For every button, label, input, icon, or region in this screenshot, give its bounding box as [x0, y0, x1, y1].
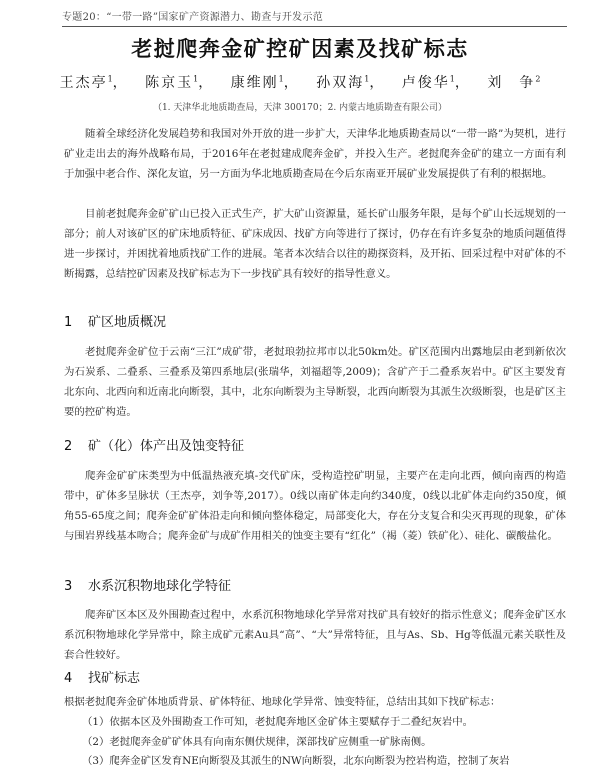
section-paragraph: 老挝爬奔金矿位于云南“三江”成矿带，老挝琅勃拉邦市以北50km处。矿区范围内出露地层由老到新依次为石炭系、二叠系、三叠系及第四系地层(张瑞华，刘福超等,2009)；含矿产于二叠系灰岩中。矿区主要发育北东向、北西向和近南北向断裂，其中，北东向断裂为主导断裂，北西向断裂为其派生次级断裂，也是矿区主要的控矿构造。 [64, 346, 566, 418]
running-head: 专题20：“一带一路”国家矿产资源潜力、勘查与开发示范 [62, 12, 324, 23]
section-heading: 2 矿（化）体产出及蚀变特征 [64, 439, 245, 454]
section-paragraph: 爬奔矿区本区及外围勘查过程中，水系沉积物地球化学异常对找矿具有较好的指示性意义；爬奔金矿区水系沉积物地球化学异常中，除主成矿元素Au具“高”、“大”异常特征，且与As、Sb、Hg等低温元素关联性及套合性较好。 [64, 609, 566, 661]
list-item: （3）爬奔金矿区发育NE向断裂及其派生的NW向断裂，北东向断裂为控岩构造，控制了灰岩 [82, 755, 510, 767]
affiliations: （1. 天津华北地质勘查局，天津 300170；2. 内蒙古地质勘查有限公司） [152, 103, 448, 113]
section-paragraph: 爬奔金矿矿床类型为中低温热液充填-交代矿床，受构造控矿明显，主要产在走向北西，倾向南西的构造带中，矿体多呈脉状（王杰亭，刘争等,2017）。0线以南矿体走向约340度，0线以北矿体走向约350度，倾角55-65度之间；爬奔金矿矿体沿走向和倾向整体稳定，局部变化大，存在分支复合和尖灭再现的现象，矿体与围岩界线基本吻合；爬奔金矿与成矿作用相关的蚀变主要有“红化”（褐（菱）铁矿化）、硅化、碳酸盐化。 [64, 470, 566, 542]
article-title: 老挝爬奔金矿控矿因素及找矿标志 [131, 37, 469, 61]
list-item: （2）老挝爬奔金矿矿体具有向南东侧伏规律，深部找矿应侧重一矿脉南侧。 [82, 736, 432, 748]
author: 刘 争$^2$ [487, 74, 541, 91]
section-heading: 3 水系沉积物地球化学特征 [64, 579, 232, 594]
author: 康维刚$^1$， [230, 74, 300, 91]
list-item: （1）依据本区及外围勘查工作可知，老挝爬奔地区金矿体主要赋存于二叠纪灰岩中。 [82, 716, 474, 728]
author: 王杰亭$^1$， [59, 74, 129, 91]
intro-paragraph: 随着全球经济化发展趋势和我国对外开放的进一步扩大，天津华北地质勘查局以“一带一路”为契机，进行矿业走出去的海外战略布局，于2016年在老挝建成爬奔金矿，并投入生产。老挝爬奔金矿的建立一方面有利于加强中老合作、深化友谊，另一方面为华北地质勘查局在今后东南亚开展矿业发展提供了有利的根据地。 [64, 128, 566, 180]
author: 孙双海$^1$， [316, 74, 386, 91]
author: 陈京玉$^1$， [145, 74, 215, 91]
intro-paragraph: 目前老挝爬奔金矿矿山已投入正式生产，扩大矿山资源量，延长矿山服务年限，是每个矿山长远规划的一部分；前人对该矿区的矿床地质特征、矿床成因、找矿方向等进行了探讨，仍存在有许多复杂的地质问题值得进一步探讨，并困扰着地质找矿工作的进展。笔者本次结合以往的勘探资料，及开拓、回采过程中对矿体的不断揭露，总结控矿因素及找矿标志为下一步找矿具有较好的指导性意义。 [64, 208, 566, 280]
author: 卢俊华$^1$， [401, 74, 471, 91]
section-heading: 4 找矿标志 [64, 671, 141, 686]
header-divider [62, 26, 567, 27]
author-list [0, 72, 600, 92]
section-heading: 1 矿区地质概况 [64, 315, 167, 330]
section-paragraph: 根据老挝爬奔金矿体地质背景、矿体特征、地球化学异常、蚀变特征，总结出其如下找矿标志： [64, 696, 501, 708]
